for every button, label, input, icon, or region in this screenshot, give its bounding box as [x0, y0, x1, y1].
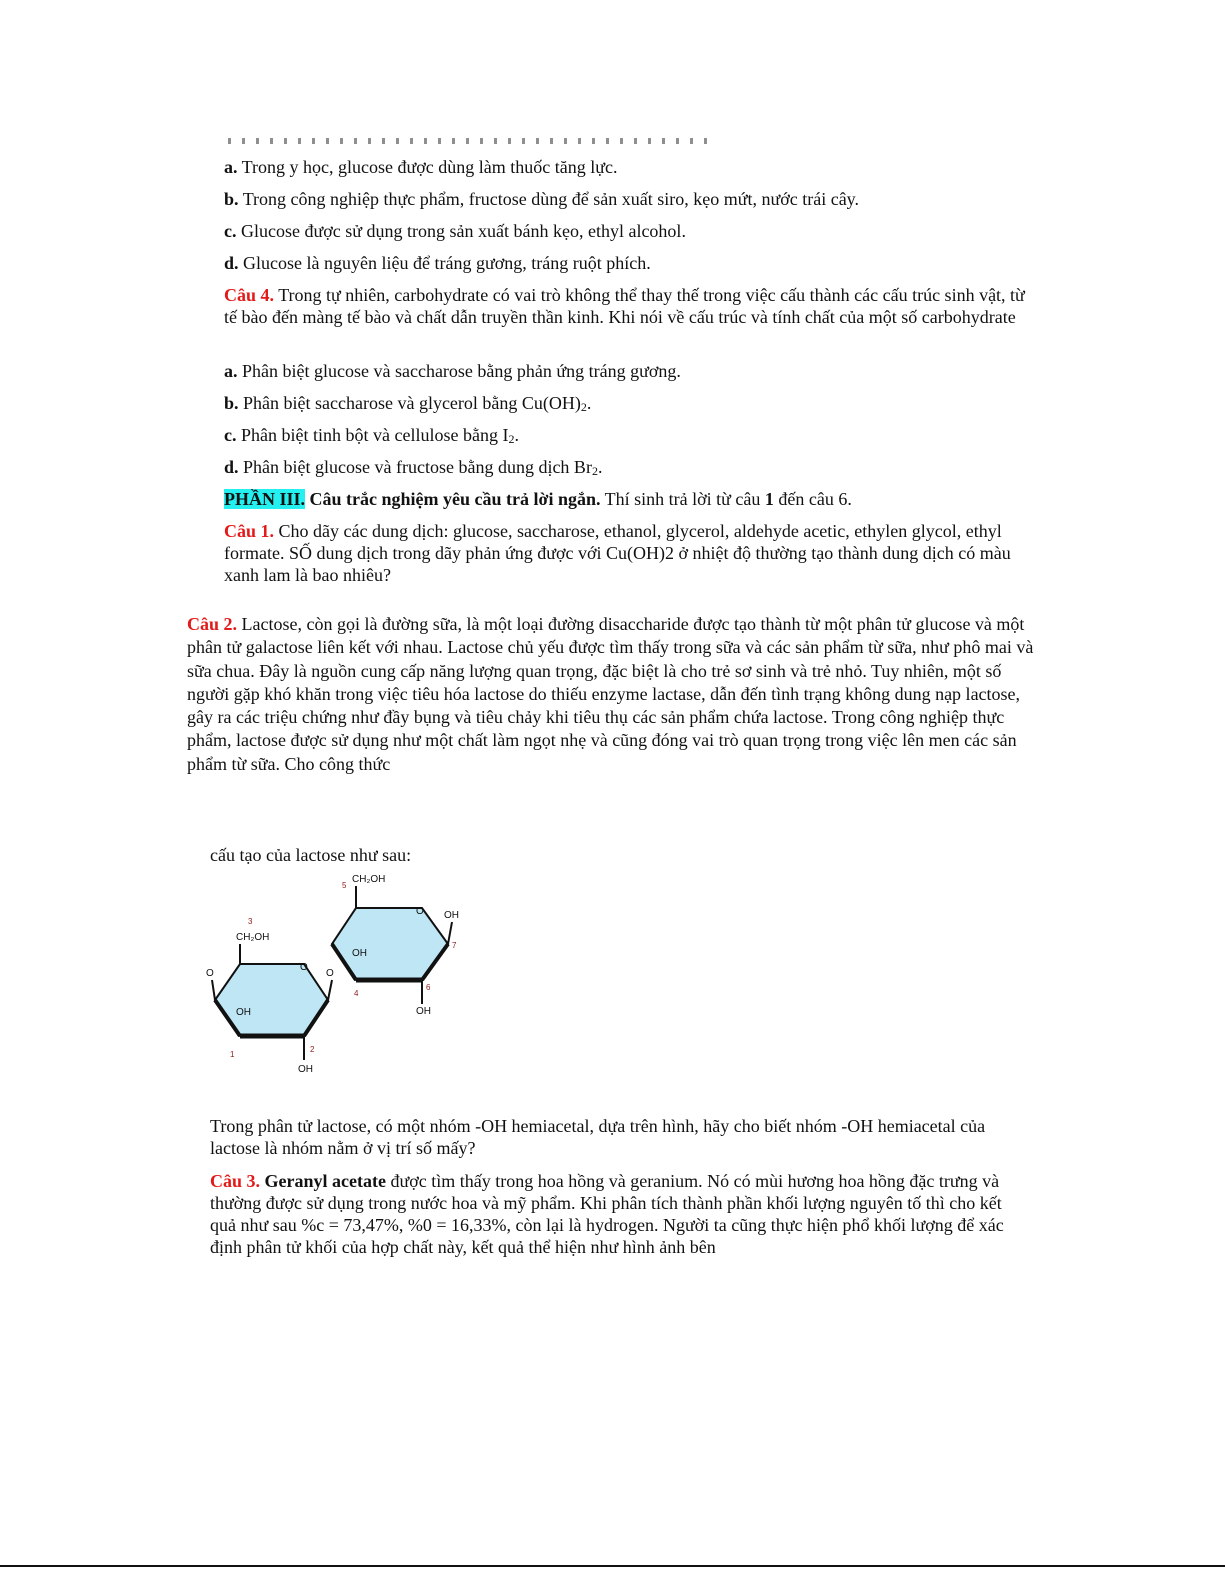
position-3: 3	[248, 917, 253, 926]
short-question-1: Câu 1. Cho dãy các dung dịch: glucose, saccharose, ethanol, glycerol, aldehyde acetic, ethylen glycol, ethyl formate. SỐ dung dịch trong dãy phản ứng được với Cu(OH)2 ở nhiệt độ thường tạo thành dung dịch có màu xanh lam là bao nhiêu?	[224, 521, 1011, 585]
q3-item-c: c. Glucose được sử dụng trong sản xuất bánh kẹo, ethyl alcohol.	[224, 221, 686, 241]
question-2-continuation: cấu tạo của lactose như sau:	[210, 845, 412, 865]
label-oh-bottom: OH	[298, 1064, 313, 1075]
position-1: 1	[230, 1050, 235, 1059]
glycosidic-bond	[328, 980, 332, 1000]
short-question-2: Câu 2. Lactose, còn gọi là đường sữa, là một loại đường disaccharide được tạo thành từ một phân tử glucose và một phân tử galactose liên kết với nhau. Lactose chủ yếu được tìm thấy trong sữa và các sản phẩm từ sữa, như phô mai và sữa chua. Đây là nguồn cung cấp năng lượng quan trọng, đặc biệt là cho trẻ sơ sinh và trẻ nhỏ. Tuy nhiên, một số người gặp khó khăn trong việc tiêu hóa lactose do thiếu enzyme lactase, dẫn đến tình trạng không dung nạp lactose, gây ra các triệu chứng như đầy bụng và tiêu chảy khi tiêu thụ các sản phẩm chứa lactose. Trong công nghiệp thực phẩm, lactose được sử dụng như một chất làm ngọt nhẹ và cũng đóng vai trò quan trọng trong việc lên men các sản phẩm từ sữa. Cho công thức	[187, 614, 1034, 774]
q3-item-a: a. Trong y học, glucose được dùng làm thuốc tăng lực.	[224, 157, 618, 177]
label-oh-left: OH	[236, 1007, 251, 1018]
q3-item-d: d. Glucose là nguyên liệu để tráng gương, tráng ruột phích.	[224, 253, 651, 273]
cropped-text-line	[228, 138, 708, 144]
position-2: 2	[310, 1045, 315, 1054]
position-5: 5	[342, 881, 347, 890]
label-oh-right-bottom: OH	[416, 1006, 431, 1017]
label-oh-ring: OH	[352, 948, 367, 959]
label-ch2oh-left: CH₂OH	[236, 932, 270, 943]
question-4: Câu 4. Trong tự nhiên, carbohydrate có vai trò không thể thay thế trong việc cấu thành các cấu trúc sinh vật, từ tế bào đến màng tế bào và chất dẫn truyền thần kinh. Khi nói về cấu trúc và tính chất của một số carbohydrate	[224, 285, 1025, 327]
q4-item-c: c. Phân biệt tinh bột và cellulose bằng $I_2$.	[224, 425, 519, 446]
short-question-3: Câu 3. Geranyl acetate được tìm thấy trong hoa hồng và geranium. Nó có mùi hương hoa hồng đặc trưng và thường được sử dụng trong nước hoa và mỹ phẩm. Khi phân tích thành phần khối lượng nguyên tố thì cho kết quả như sau %c = 73,47%, %0 = 16,33%, còn lại là hydrogen. Người ta cũng thực hiện phổ khối lượng để xác định phân tử khối của hợp chất này, kết quả thể hiện như hình ảnh bên	[210, 1171, 1004, 1257]
label-o-right-ring: O	[416, 906, 424, 917]
position-4: 4	[354, 989, 359, 998]
page-bottom-border	[0, 1565, 1225, 1567]
position-6: 6	[426, 983, 431, 992]
label-o-left-ring: O	[300, 962, 308, 973]
lactose-structure-figure	[200, 862, 490, 1082]
part-3-heading: PHẦN III. Câu trắc nghiệm yêu cầu trả lời ngắn. Thí sinh trả lời từ câu 1 đến câu 6.	[224, 489, 852, 509]
left-o-bond	[212, 980, 215, 1000]
q4-item-b: b. Phân biệt saccharose và glycerol bằng $Cu(OH)_2$.	[224, 393, 592, 414]
question-2-prompt: Trong phân tử lactose, có một nhóm -OH hemiacetal, dựa trên hình, hãy cho biết nhóm -OH hemiacetal của lactose là nhóm nằm ở vị trí số mấy?	[210, 1116, 986, 1158]
position-7: 7	[452, 941, 457, 950]
label-o-bridge: O	[326, 968, 334, 979]
label-oh-right: OH	[444, 910, 459, 921]
q4-item-d: d. Phân biệt glucose và fructose bằng dung dịch $Br_2$.	[224, 457, 603, 478]
q4-item-a: a. Phân biệt glucose và saccharose bằng phản ứng tráng gương.	[224, 361, 681, 381]
label-o-left: O	[206, 968, 214, 979]
q3-item-b: b. Trong công nghiệp thực phẩm, fructose dùng để sản xuất siro, kẹo mứt, nước trái cây.	[224, 189, 860, 209]
label-ch2oh-right: CH₂OH	[352, 874, 386, 885]
